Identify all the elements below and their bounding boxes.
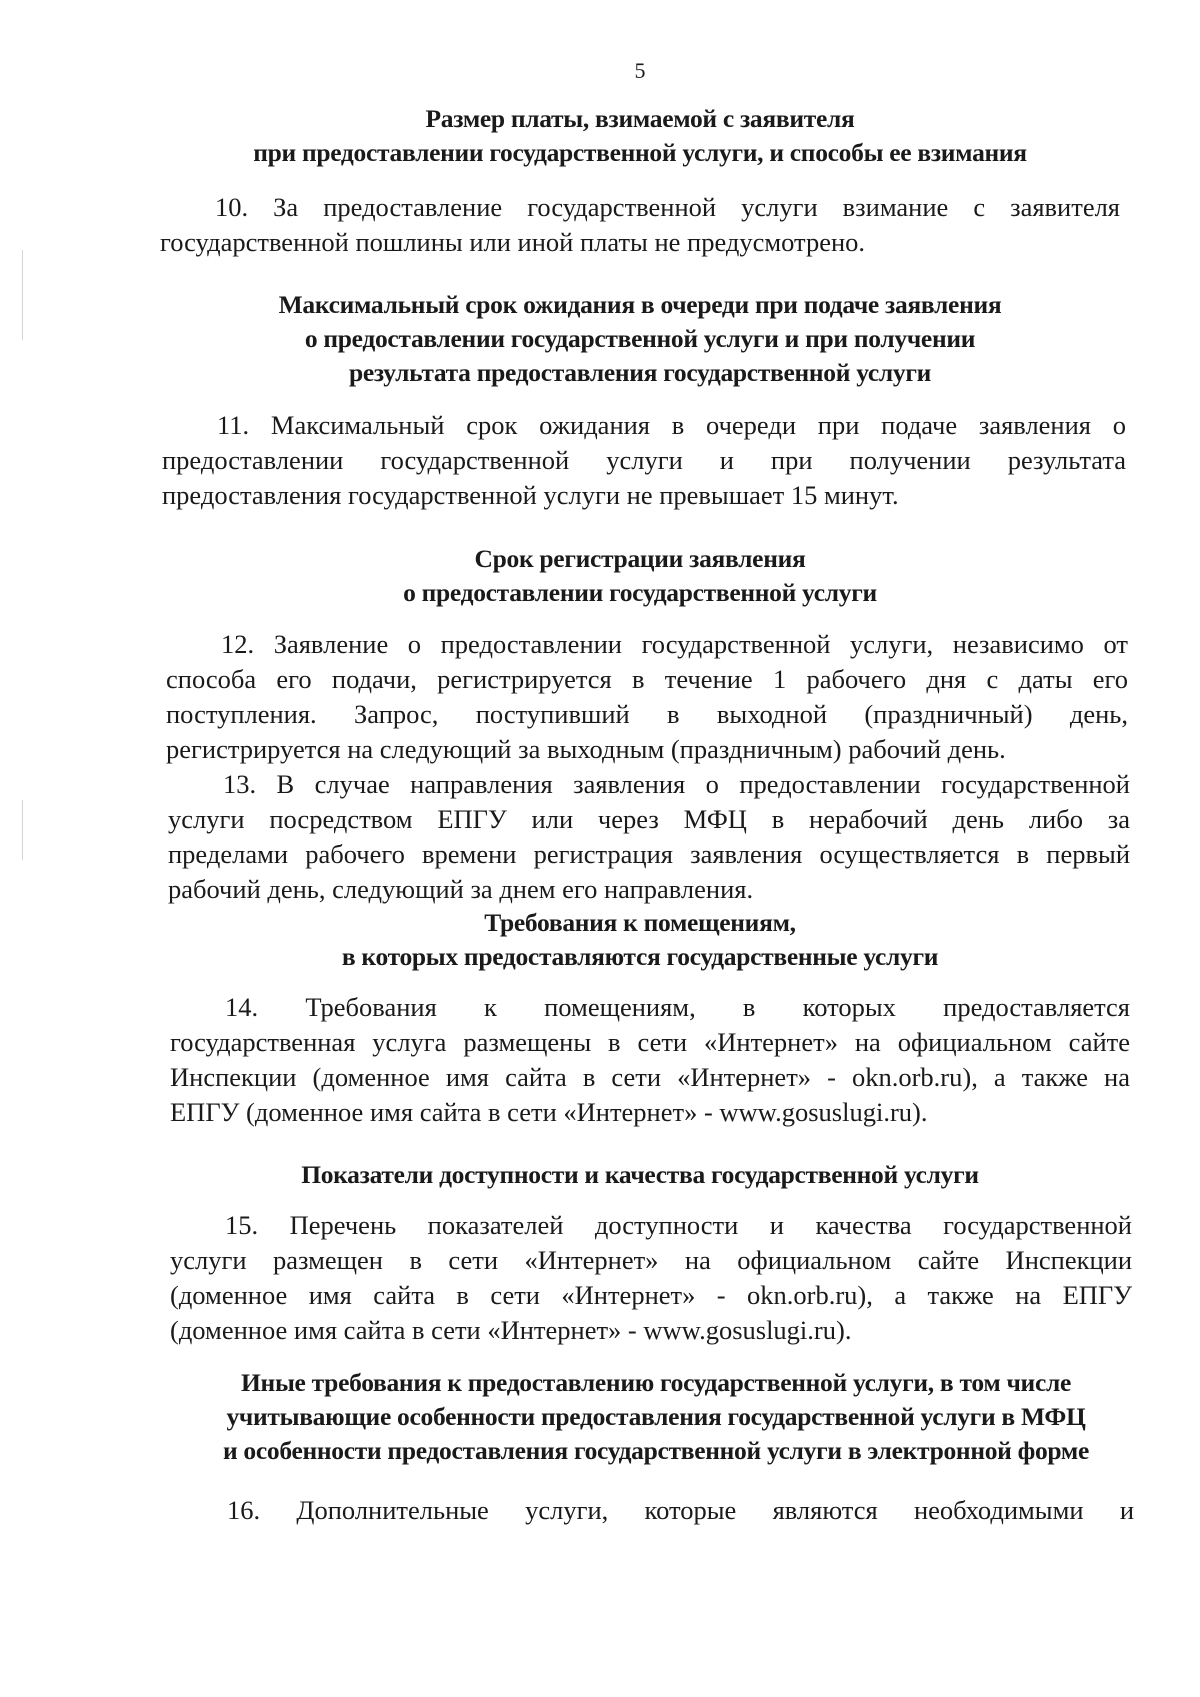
paragraph-line: ЕПГУ (доменное имя сайта в сети «Интернет» - www.gosuslugi.ru). — [170, 1097, 928, 1127]
paragraph-line: 11. Максимальный срок ожидания в очереди при подаче заявления о — [217, 410, 1126, 440]
paragraph-line: 14. Требования к помещениям, в которых предоставляется — [225, 992, 1130, 1022]
heading-line: Требования к помещениям, — [484, 908, 796, 937]
paragraph-13 — [168, 767, 1130, 907]
section-heading-premises — [150, 906, 1130, 974]
heading-line: результата предоставления государственной услуги — [348, 358, 932, 387]
paragraph-line: предоставления государственной услуги не превышает 15 минут. — [162, 480, 899, 510]
paragraph-line: предоставлении государственной услуги и при получении результата — [162, 445, 1126, 475]
paragraph-line: Инспекции (доменное имя сайта в сети «Интернет» - okn.orb.ru), а также на — [170, 1062, 1130, 1092]
heading-line: Максимальный срок ожидания в очереди при подаче заявления — [278, 290, 1002, 319]
page-number: 5 — [634, 58, 646, 83]
paragraph-11 — [162, 408, 1126, 513]
heading-line: о предоставлении государственной услуги и при получении — [304, 324, 976, 353]
paragraph-line: поступления. Запрос, поступивший в выходной (праздничный) день, — [166, 699, 1128, 729]
section-heading-registration — [150, 542, 1130, 610]
paragraph-16 — [172, 1493, 1134, 1528]
paragraph-line: 12. Заявление о предоставлении государственной услуги, независимо от — [221, 629, 1128, 659]
heading-line: в которых предоставляются государственные услуги — [341, 942, 939, 971]
heading-line: при предоставлении государственной услуги, и способы ее взимания — [253, 138, 1027, 167]
heading-line: о предоставлении государственной услуги — [403, 578, 877, 607]
paragraph-10 — [160, 190, 1120, 260]
paragraph-line: регистрируется на следующий за выходным (праздничным) рабочий день. — [166, 734, 1006, 764]
paragraph-15 — [170, 1208, 1132, 1348]
heading-line: и особенности предоставления государственной услуги в электронной форме — [222, 1436, 1090, 1465]
paragraph-line: рабочий день, следующий за днем его направления. — [168, 874, 754, 904]
section-heading-payment — [150, 102, 1130, 170]
paragraph-12 — [166, 627, 1128, 767]
paragraph-line: 16. Дополнительные услуги, которые являются необходимыми и — [227, 1495, 1134, 1525]
paragraph-line: 10. За предоставление государственной услуги взимание с заявителя — [215, 192, 1120, 222]
paragraph-line: государственной пошлины или иной платы не предусмотрено. — [160, 227, 866, 257]
paragraph-line: способа его подачи, регистрируется в течение 1 рабочего дня с даты его — [166, 664, 1128, 694]
section-heading-other-requirements — [168, 1366, 1144, 1468]
paragraph-line: (доменное имя сайта в сети «Интернет» - okn.orb.ru), а также на ЕПГУ — [170, 1280, 1132, 1310]
paragraph-line: 15. Перечень показателей доступности и качества государственной — [225, 1210, 1132, 1240]
heading-line: Иные требования к предоставлению государственной услуги, в том числе — [241, 1368, 1071, 1397]
paragraph-14 — [170, 990, 1130, 1130]
heading-line: Показатели доступности и качества государственной услуги — [301, 1160, 979, 1189]
paragraph-line: государственная услуга размещены в сети «Интернет» на официальном сайте — [170, 1027, 1130, 1057]
paragraph-line: услуги посредством ЕПГУ или через МФЦ в нерабочий день либо за — [168, 804, 1130, 834]
paragraph-line: услуги размещен в сети «Интернет» на официальном сайте Инспекции — [170, 1245, 1132, 1275]
paragraph-line: 13. В случае направления заявления о предоставлении государственной — [223, 769, 1130, 799]
paragraph-line: пределами рабочего времени регистрация заявления осуществляется в первый — [168, 839, 1130, 869]
heading-line: Размер платы, взимаемой с заявителя — [425, 104, 855, 133]
section-heading-quality — [150, 1158, 1130, 1192]
scan-edge-mark — [22, 800, 23, 860]
heading-line: Срок регистрации заявления — [474, 544, 806, 573]
scan-edge-mark — [22, 250, 23, 340]
heading-line: учитывающие особенности предоставления государственной услуги в МФЦ — [226, 1402, 1086, 1431]
paragraph-line: (доменное имя сайта в сети «Интернет» - www.gosuslugi.ru). — [170, 1315, 852, 1345]
section-heading-queue — [150, 288, 1130, 390]
